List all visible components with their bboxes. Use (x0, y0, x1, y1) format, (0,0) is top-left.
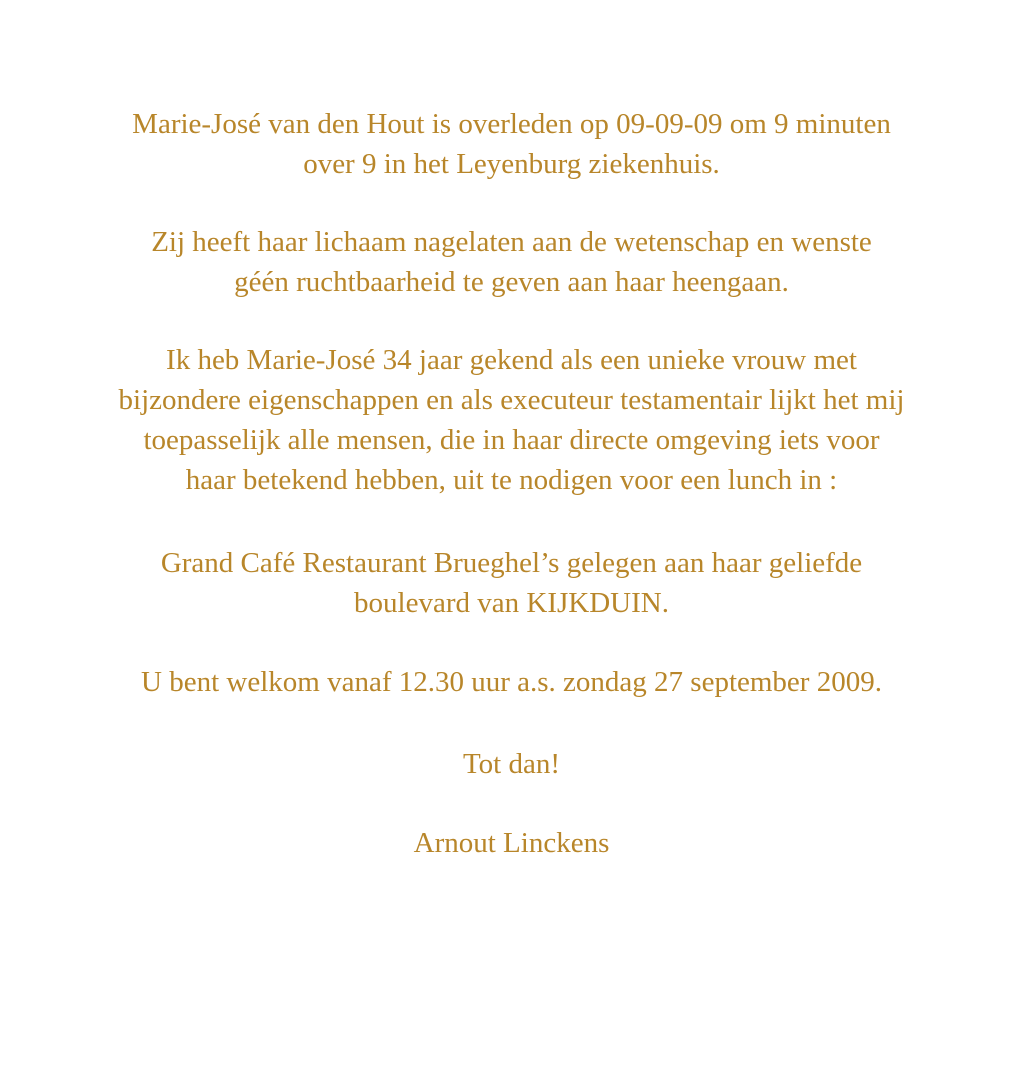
text-line: Arnout Linckens (413, 827, 610, 859)
text-line: Grand Café Restaurant Brueghel’s gelegen aan haar geliefde (160, 547, 863, 579)
text-line: Marie-José van den Hout is overleden op 09-09-09 om 9 minuten (132, 108, 891, 140)
paragraph-invitation (40, 340, 983, 500)
text-line: Ik heb Marie-José 34 jaar gekend als een unieke vrouw met (166, 344, 857, 376)
paragraph-death-notice (40, 104, 983, 184)
text-line: Tot dan! (462, 748, 561, 780)
text-line: over 9 in het Leyenburg ziekenhuis. (303, 148, 720, 180)
text-line: boulevard van KIJKDUIN. (354, 587, 669, 619)
signature-name (40, 823, 983, 863)
paragraph-venue (40, 543, 983, 623)
paragraph-closing (40, 744, 983, 784)
paragraph-body-donation (40, 222, 983, 302)
text-line: bijzondere eigenschappen en als executeur testamentair lijkt het mij (118, 384, 905, 416)
text-line: Zij heeft haar lichaam nagelaten aan de wetenschap en wenste (151, 226, 872, 258)
text-line: toepasselijk alle mensen, die in haar directe omgeving iets voor (143, 424, 880, 456)
text-line: géén ruchtbaarheid te geven aan haar heengaan. (234, 266, 789, 298)
paragraph-date-time (40, 662, 983, 702)
text-line: U bent welkom vanaf 12.30 uur a.s. zondag 27 september 2009. (141, 666, 882, 698)
text-line: haar betekend hebben, uit te nodigen voor een lunch in : (185, 464, 838, 496)
